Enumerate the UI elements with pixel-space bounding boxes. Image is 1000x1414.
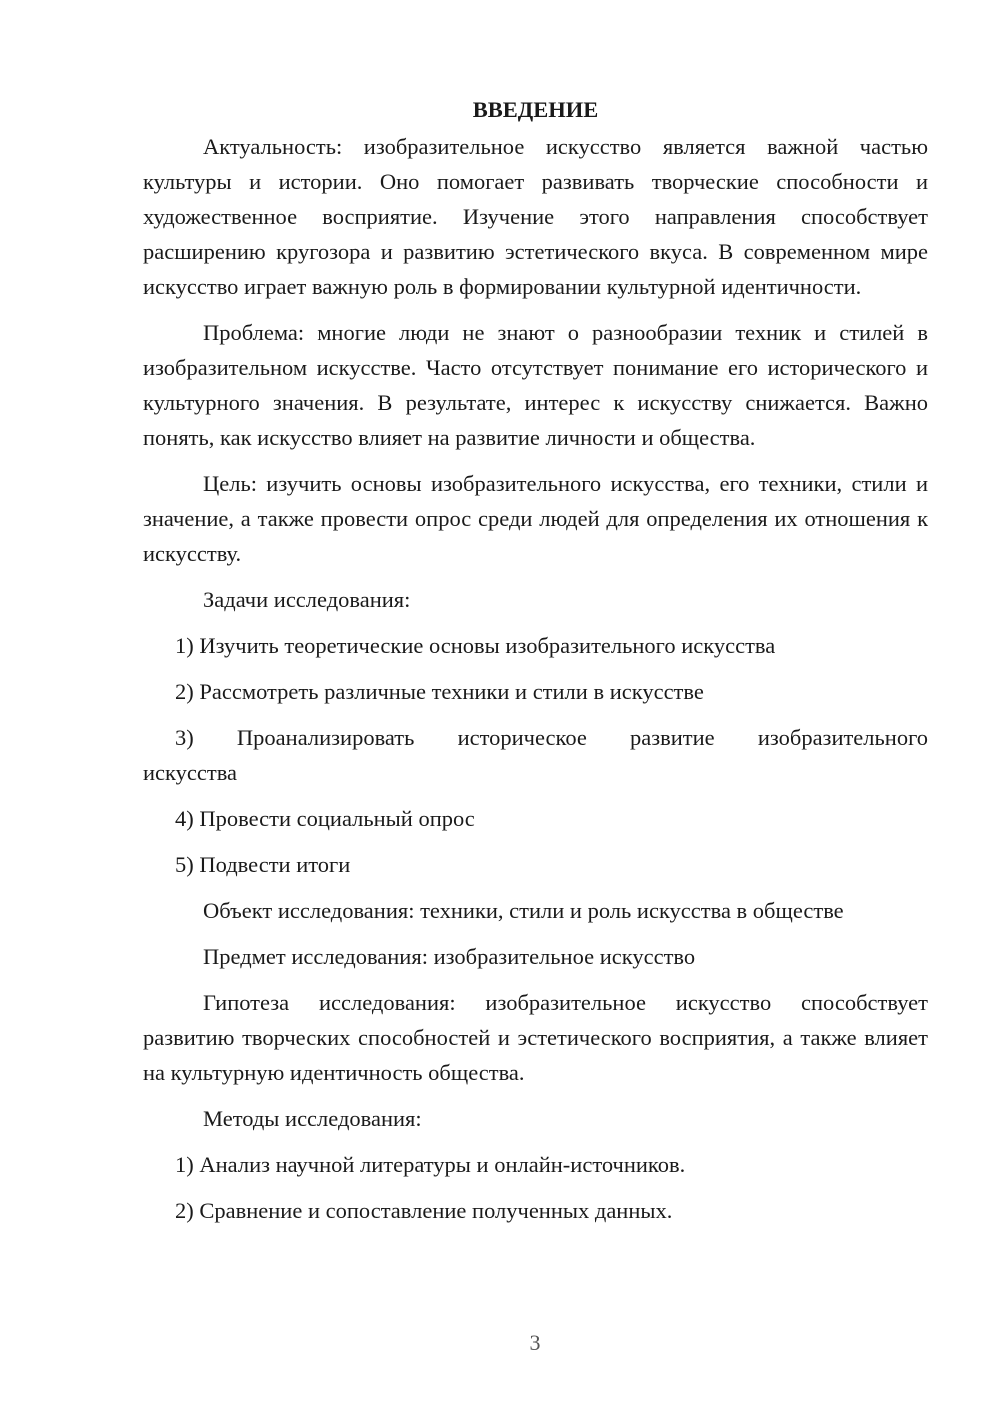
task-item-4: 4) Провести социальный опрос	[175, 806, 475, 831]
method-item-2: 2) Сравнение и сопоставление полученных данных.	[175, 1198, 673, 1223]
method-item-1: 1) Анализ научной литературы и онлайн-источников.	[175, 1152, 686, 1177]
task-item-3: 3) Проанализировать историческое развитие изобразительного искусства	[143, 725, 928, 785]
tasks-heading: Задачи исследования:	[203, 587, 411, 612]
page-title: ВВЕДЕНИЕ	[472, 97, 599, 122]
relevance-paragraph: Актуальность: изобразительное искусство является важной частью культуры и истории. Оно помогает развивать творческие способности и художественное восприятие. Изучение этого направления способствует расширению кругозора и развитию эстетического вкуса. В современном мире искусство играет важную роль в формировании культурной идентичности.	[143, 134, 928, 299]
task-item-1: 1) Изучить теоретические основы изобразительного искусства	[175, 633, 776, 658]
task-item-2: 2) Рассмотреть различные техники и стили в искусстве	[175, 679, 704, 704]
research-subject: Предмет исследования: изобразительное искусство	[203, 944, 696, 969]
task-item-5: 5) Подвести итоги	[175, 852, 351, 877]
document-page	[143, 92, 928, 1239]
research-object: Объект исследования: техники, стили и роль искусства в обществе	[203, 898, 844, 923]
problem-paragraph: Проблема: многие люди не знают о разнообразии техник и стилей в изобразительном искусстве. Часто отсутствует понимание его исторического и культурного значения. В результате, интерес к искусству снижается. Важно понять, как искусство влияет на развитие личности и общества.	[143, 320, 928, 450]
methods-heading: Методы исследования:	[203, 1106, 422, 1131]
page-number: 3	[529, 1330, 541, 1355]
hypothesis-paragraph: Гипотеза исследования: изобразительное искусство способствует развитию творческих способностей и эстетического восприятия, а также влияет на культурную идентичность общества.	[143, 990, 928, 1085]
goal-paragraph: Цель: изучить основы изобразительного искусства, его техники, стили и значение, а также провести опрос среди людей для определения их отношения к искусству.	[143, 471, 928, 566]
